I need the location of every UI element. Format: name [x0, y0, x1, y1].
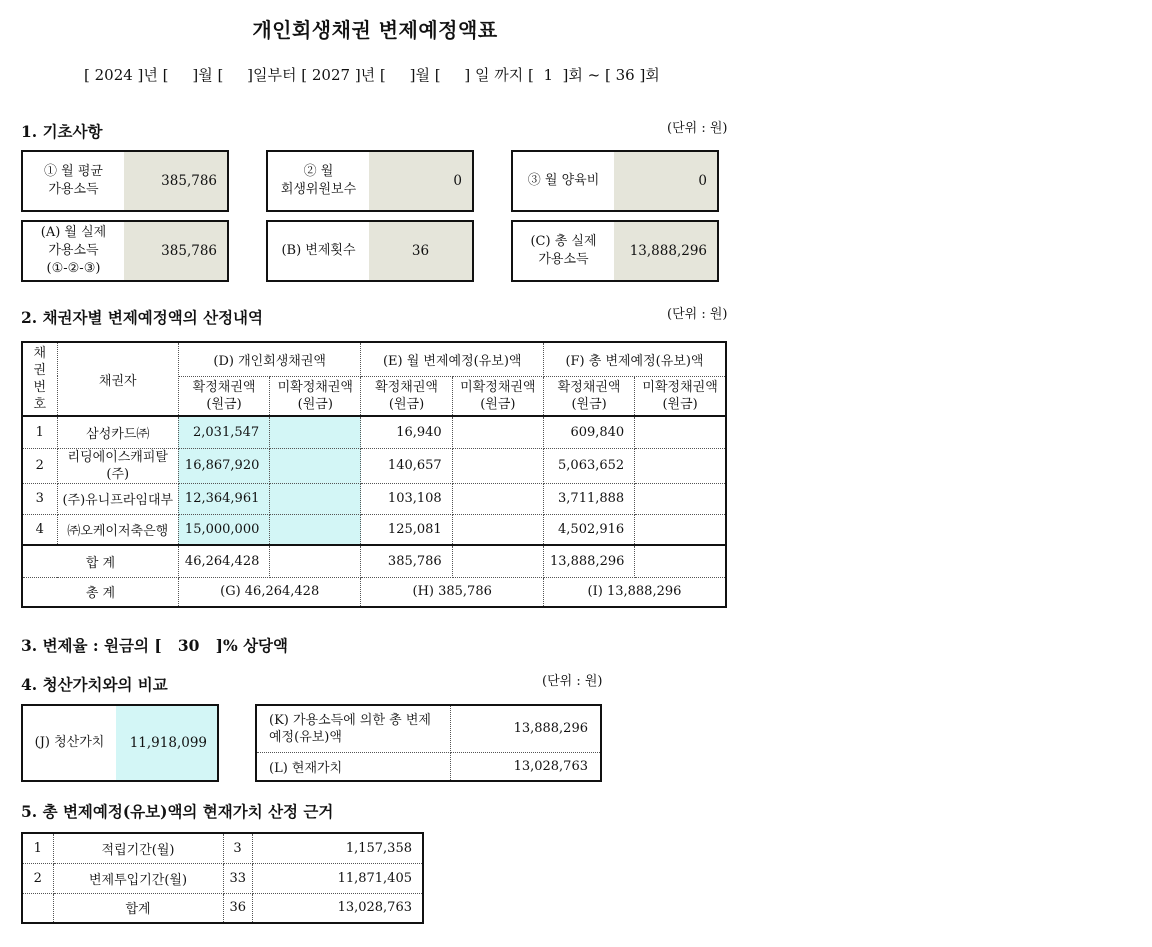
total-income-value: 13,888,296 [614, 222, 717, 280]
d-confirmed: 12,364,961 [178, 483, 269, 514]
monthly-avg-income-value: 385,786 [124, 152, 227, 210]
total-income-label: (C) 총 실제 가용소득 [530, 234, 597, 267]
subtotal-d-confirmed: 46,264,428 [178, 545, 269, 577]
row-label: 적립기간(월) [53, 833, 223, 863]
row-amount: 1,157,358 [252, 833, 423, 863]
repayment-period: [ 2024 ]년 [ ]월 [ ]일부터 [ 2027 ]년 [ ]월 [ ] 일 까지 [ 1 ]회 ~ [ 36 ]회 [84, 66, 660, 84]
table-row [22, 863, 423, 893]
creditor-no: 4 [22, 514, 57, 545]
table-row [22, 514, 726, 545]
child-support-label: ③ 월 양육비 [527, 173, 600, 188]
table-row [22, 448, 726, 483]
creditor-name: 리딩에이스캐피탈 (주) [57, 448, 178, 483]
creditor-name: (주)유니프라임대부 [57, 483, 178, 514]
table-row [22, 483, 726, 514]
header-f-unconfirmed: 미확정채권액 (원금) [635, 376, 726, 416]
total-h: (H) 385,786 [361, 577, 544, 607]
trustee-fee-value: 0 [369, 152, 472, 210]
d-confirmed: 16,867,920 [178, 448, 269, 483]
liquidation-value-box [21, 704, 219, 782]
monthly-avg-income-box [21, 150, 229, 212]
row-no: 2 [22, 863, 53, 893]
subtotal-f-confirmed: 13,888,296 [543, 545, 634, 577]
d-unconfirmed [270, 514, 361, 545]
comparison-box [255, 704, 602, 782]
subtotal-f-unconfirmed [635, 545, 726, 577]
row-months: 33 [223, 863, 252, 893]
d-confirmed: 15,000,000 [178, 514, 269, 545]
row-no [22, 893, 53, 923]
liquidation-value: 11,918,099 [116, 706, 217, 780]
section5-heading: 5. 총 변제예정(유보)액의 현재가치 산정 근거 [21, 802, 334, 821]
creditor-no: 1 [22, 416, 57, 448]
d-unconfirmed [270, 448, 361, 483]
child-support-value: 0 [614, 152, 717, 210]
header-creditor: 채권자 [57, 342, 178, 416]
f-unconfirmed [635, 448, 726, 483]
f-confirmed: 609,840 [543, 416, 634, 448]
total-repayment-label: (K) 가용소득에 의한 총 변제 예정(유보)액 [257, 706, 450, 752]
header-creditor-no: 채권 번호 [22, 342, 57, 416]
d-unconfirmed [270, 483, 361, 514]
e-unconfirmed [452, 448, 543, 483]
monthly-avg-income-label: ① 월 평균 가용소득 [44, 164, 103, 197]
row-amount: 11,871,405 [252, 863, 423, 893]
table-row [22, 893, 423, 923]
liquidation-value-label: (J) 청산가치 [34, 735, 105, 750]
e-confirmed: 103,108 [361, 483, 452, 514]
creditor-repayment-table [21, 341, 727, 608]
header-e-unconfirmed: 미확정채권액 (원금) [452, 376, 543, 416]
actual-income-box [21, 220, 229, 282]
row-label: 합계 [53, 893, 223, 923]
unit-label-1: (단위 : 원) [667, 121, 728, 136]
d-unconfirmed [270, 416, 361, 448]
unit-label-2: (단위 : 원) [667, 307, 728, 322]
creditor-no: 3 [22, 483, 57, 514]
header-f-confirmed: 확정채권액 (원금) [543, 376, 634, 416]
page-title: 개인회생채권 변제예정액표 [252, 18, 498, 42]
subtotal-row [22, 545, 726, 577]
trustee-fee-box [266, 150, 474, 212]
total-label: 총 계 [22, 577, 178, 607]
creditor-no: 2 [22, 448, 57, 483]
e-confirmed: 16,940 [361, 416, 452, 448]
header-d-confirmed: 확정채권액 (원금) [178, 376, 269, 416]
repayment-count-box [266, 220, 474, 282]
d-confirmed: 2,031,547 [178, 416, 269, 448]
f-confirmed: 3,711,888 [543, 483, 634, 514]
table-row [22, 416, 726, 448]
section4-heading: 4. 청산가치와의 비교 [21, 675, 168, 694]
child-support-box [511, 150, 719, 212]
present-value-basis-table [21, 832, 424, 924]
section2-heading: 2. 채권자별 변제예정액의 산정내역 [21, 308, 263, 327]
e-unconfirmed [452, 483, 543, 514]
total-row [22, 577, 726, 607]
f-confirmed: 4,502,916 [543, 514, 634, 545]
present-value: 13,028,763 [513, 758, 588, 774]
creditor-name: ㈜오케이저축은행 [57, 514, 178, 545]
row-amount: 13,028,763 [252, 893, 423, 923]
table-row [22, 833, 423, 863]
header-e: (E) 월 변제예정(유보)액 [361, 342, 544, 376]
row-months: 3 [223, 833, 252, 863]
header-f: (F) 총 변제예정(유보)액 [543, 342, 726, 376]
subtotal-e-confirmed: 385,786 [361, 545, 452, 577]
f-unconfirmed [635, 483, 726, 514]
f-unconfirmed [635, 416, 726, 448]
e-confirmed: 125,081 [361, 514, 452, 545]
subtotal-label: 합 계 [22, 545, 178, 577]
subtotal-d-unconfirmed [270, 545, 361, 577]
unit-label-4: (단위 : 원) [542, 674, 603, 689]
row-months: 36 [223, 893, 252, 923]
actual-income-label: (A) 월 실제 가용소득 (①-②-③) [40, 225, 107, 276]
row-no: 1 [22, 833, 53, 863]
repayment-count-value: 36 [369, 222, 472, 280]
total-g: (G) 46,264,428 [178, 577, 361, 607]
f-confirmed: 5,063,652 [543, 448, 634, 483]
total-repayment-value: 13,888,296 [450, 706, 600, 752]
row-label: 변제투입기간(월) [53, 863, 223, 893]
actual-income-value: 385,786 [124, 222, 227, 280]
header-d-unconfirmed: 미확정채권액 (원금) [270, 376, 361, 416]
e-confirmed: 140,657 [361, 448, 452, 483]
e-unconfirmed [452, 416, 543, 448]
total-income-box [511, 220, 719, 282]
header-d: (D) 개인회생채권액 [178, 342, 361, 376]
trustee-fee-label: ② 월 회생위원보수 [280, 164, 357, 197]
header-e-confirmed: 확정채권액 (원금) [361, 376, 452, 416]
section3-heading: 3. 변제율 : 원금의 [ 30 ]% 상당액 [21, 636, 288, 655]
repayment-count-label: (B) 변제횟수 [281, 243, 356, 258]
e-unconfirmed [452, 514, 543, 545]
present-value-label: (L) 현재가치 [257, 752, 450, 780]
section1-heading: 1. 기초사항 [21, 122, 103, 141]
creditor-name: 삼성카드㈜ [57, 416, 178, 448]
total-i: (I) 13,888,296 [543, 577, 726, 607]
f-unconfirmed [635, 514, 726, 545]
subtotal-e-unconfirmed [452, 545, 543, 577]
